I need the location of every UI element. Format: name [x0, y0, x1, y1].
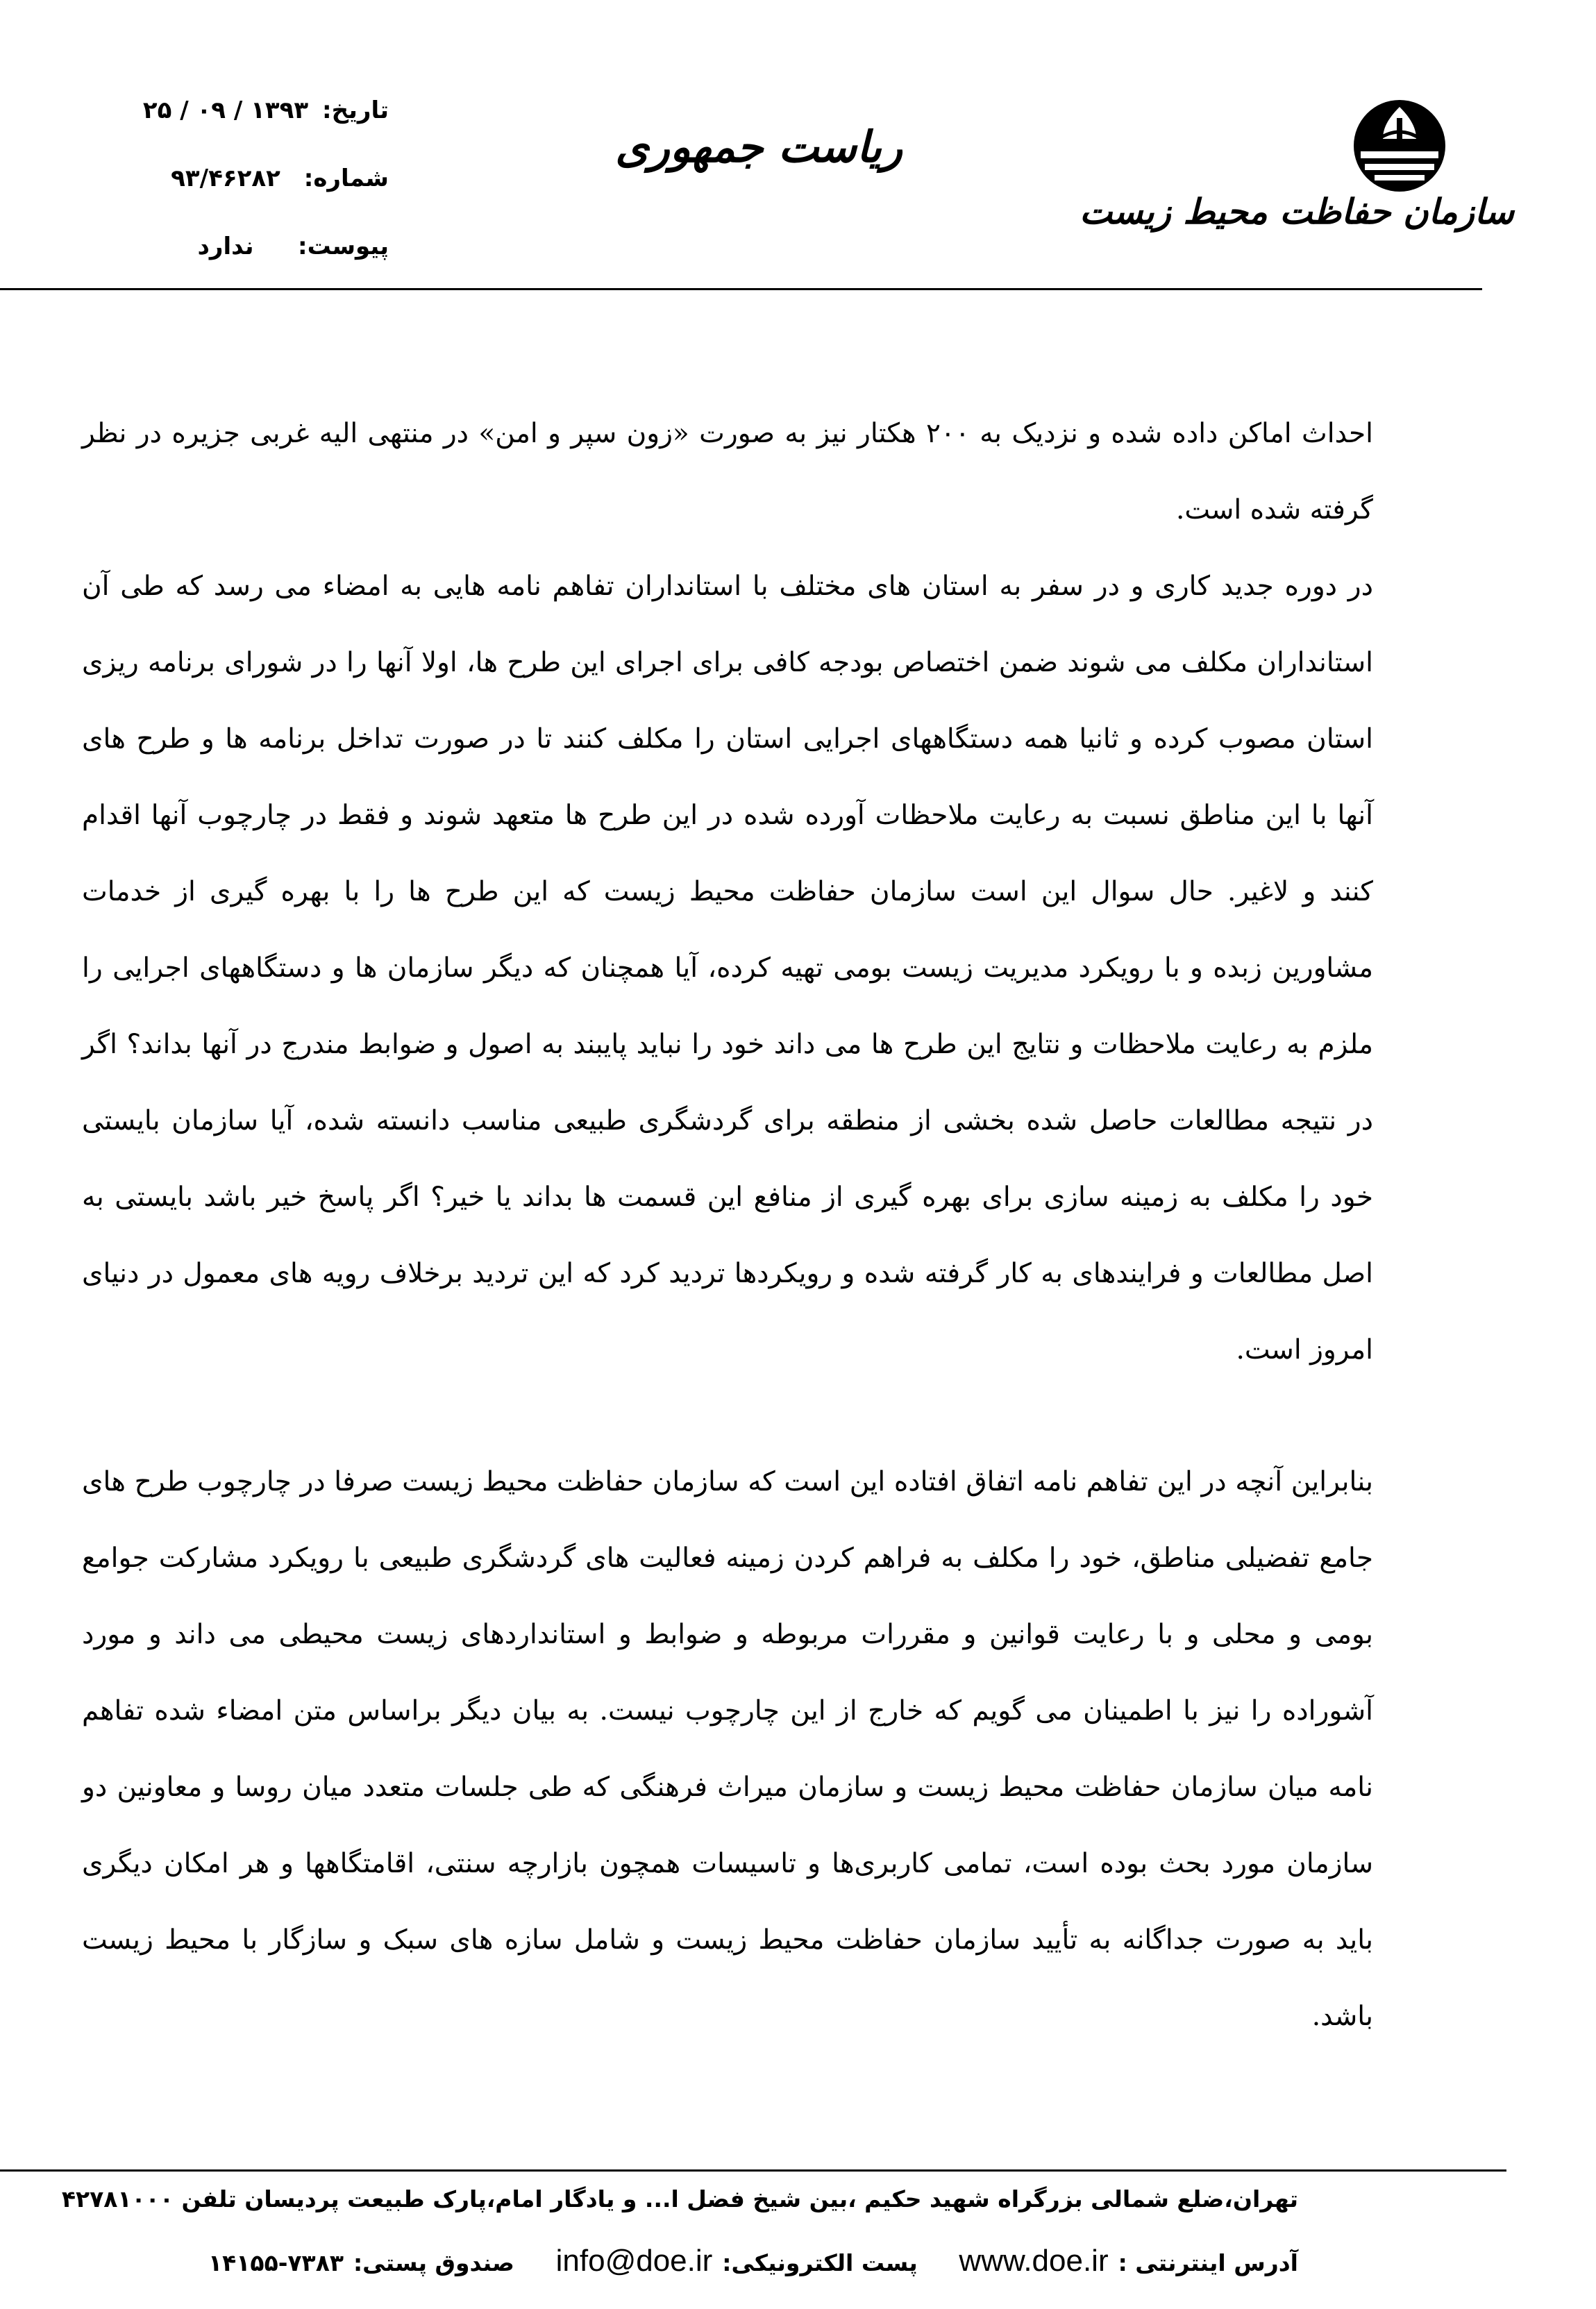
meta-attachment-value: ندارد — [197, 233, 254, 260]
footer-pobox — [208, 2249, 514, 2276]
meta-date — [69, 76, 389, 144]
body-paragraph: احداث اماکن داده شده و نزدیک به ۲۰۰ هکتار نیز به صورت «زون سپر و امن» در منتهی الیه غربی جزیره در نظر گرفته شده است. — [82, 418, 1373, 526]
email-label: پست الکترونیکی: — [722, 2249, 918, 2276]
pobox-label: صندوق پستی: — [353, 2249, 514, 2276]
footer-contacts — [208, 2244, 1298, 2278]
environment-emblem-icon — [1351, 97, 1448, 194]
footer-address: تهران،ضلع شمالی بزرگراه شهید حکیم ،بین شیخ فضل ا... و یادگار امام،پارک طبیعت پردیسان تلفن ۴۲۷۸۱۰۰۰ — [61, 2185, 1298, 2213]
meta-number-value: ۹۳/۴۶۲۸۲ — [171, 165, 280, 192]
page-title: ریاست جمهوری — [615, 121, 902, 172]
letter-meta — [69, 76, 389, 280]
meta-date-label: تاریخ: — [322, 96, 389, 124]
meta-attachment-label: پیوست: — [298, 233, 389, 260]
footer-website — [959, 2244, 1298, 2278]
footer-divider — [0, 2169, 1506, 2172]
meta-attachment — [69, 212, 389, 280]
body-paragraph: بنابراین آنچه در این تفاهم نامه اتفاق افتاده این است که سازمان حفاظت محیط زیست صرفا در چارچوب طرح های جامع تفضیلی مناطق، خود را مکلف به فراهم کردن زمینه فعالیت های گردشگری طبیعی با رویکرد مشارکت جوامع بومی و محلی و با رعایت قوانین و مقررات مربوطه و ضوابط و استانداردهای زیست محیطی می داند و مورد آشوراده را نیز با اطمینان می گویم که خارج از این چارچوب نیست. به بیان دیگر براساس متن امضاء شده تفاهم نامه میان سازمان حفاظت محیط زیست و سازمان میراث فرهنگی که طی جلسات متعدد میان روسا و معاونین دو سازمان مورد بحث بوده است، تمامی کاربری‌ها و تاسیسات همچون بازارچه سنتی، اقامتگاهها و هر امکان دیگری باید به صورت جداگانه به تأیید سازمان حفاظت محیط زیست و شامل سازه های سبک و سازگار با محیط زیست باشد. — [82, 1466, 1373, 2032]
meta-number-label: شماره: — [303, 165, 389, 192]
organization-name: سازمان حفاظت محیط زیست — [1080, 191, 1514, 232]
meta-date-value: ۱۳۹۳ / ۰۹ / ۲۵ — [142, 96, 309, 124]
organization-logo — [1080, 97, 1514, 236]
website-label: آدرس اینترنتی : — [1118, 2249, 1298, 2276]
footer-email — [556, 2244, 918, 2278]
website-link[interactable]: www.doe.ir — [959, 2244, 1109, 2278]
pobox-value: ۱۴۱۵۵-۷۳۸۳ — [208, 2249, 344, 2276]
header-divider — [0, 288, 1482, 290]
body-paragraph: در دوره جدید کاری و در سفر به استان های مختلف با استانداران تفاهم نامه هایی به امضاء می رسد که طی آن استانداران مکلف می شوند ضمن اختصاص بودجه کافی برای اجرای این طرح ها، اولا آنها را در شورای برنامه ریزی استان مصوب کرده و ثانیا همه دستگاههای اجرایی استان را مکلف کنند تا در صورت تداخل برنامه ها و طرح های آنها با این مناطق نسبت به رعایت ملاحظات آورده شده در این طرح ها متعهد شوند و فقط در چارچوب آنها اقدام کنند و لاغیر. حال سوال این است سازمان حفاظت محیط زیست که این طرح ها را با بهره گیری از خدمات مشاورین زبده و با رویکرد مدیریت زیست بومی تهیه کرده، آیا همچنان که دیگر سازمان ها و دستگاههای اجرایی را ملزم به رعایت ملاحظات و نتایج این طرح ها می داند خود را نباید پایبند به اصول و ضوابط مندرج در آنها بداند؟ اگر در نتیجه مطالعات حاصل شده بخشی از منطقه برای گردشگری طبیعی مناسب دانسته شده، آیا سازمان بایستی خود را مکلف به زمینه سازی برای بهره گیری از منافع این قسمت ها بداند یا خیر؟ اگر پاسخ خیر باشد بایستی به اصل مطالعات و فرایندهای به کار گرفته شده و رویکردها تردید کرد که این تردید برخلاف رویه های معمول در دنیای امروز است. — [82, 571, 1373, 1366]
email-link[interactable]: info@doe.ir — [555, 2244, 713, 2278]
meta-number — [69, 144, 389, 212]
